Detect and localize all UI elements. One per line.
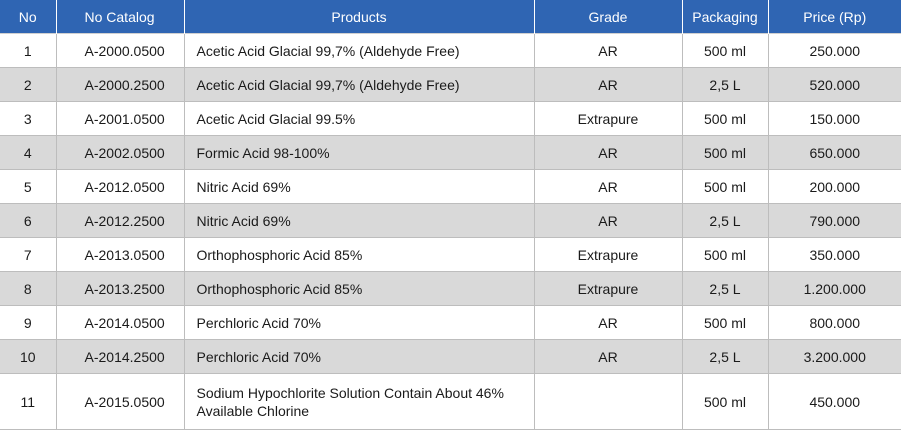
cell-price: 790.000	[768, 204, 901, 238]
table-row	[0, 204, 901, 238]
cell-no: 1	[0, 34, 56, 68]
table-row	[0, 34, 901, 68]
cell-grade: AR	[534, 136, 682, 170]
cell-grade: AR	[534, 68, 682, 102]
cell-price: 450.000	[768, 374, 901, 430]
table-row	[0, 170, 901, 204]
cell-price: 200.000	[768, 170, 901, 204]
cell-price: 350.000	[768, 238, 901, 272]
cell-catalog: A-2014.2500	[56, 340, 184, 374]
cell-grade: AR	[534, 34, 682, 68]
header-price: Price (Rp)	[768, 0, 901, 34]
cell-no: 5	[0, 170, 56, 204]
table-row	[0, 102, 901, 136]
cell-packaging: 500 ml	[682, 102, 768, 136]
cell-no: 11	[0, 374, 56, 430]
cell-packaging: 500 ml	[682, 238, 768, 272]
cell-price: 3.200.000	[768, 340, 901, 374]
cell-grade: AR	[534, 170, 682, 204]
cell-packaging: 500 ml	[682, 34, 768, 68]
cell-no: 2	[0, 68, 56, 102]
header-products: Products	[184, 0, 534, 34]
cell-catalog: A-2013.0500	[56, 238, 184, 272]
cell-catalog: A-2014.0500	[56, 306, 184, 340]
cell-product: Nitric Acid 69%	[184, 204, 534, 238]
cell-grade: Extrapure	[534, 272, 682, 306]
cell-product: Nitric Acid 69%	[184, 170, 534, 204]
header-row	[0, 0, 901, 34]
header-no: No	[0, 0, 56, 34]
cell-packaging: 500 ml	[682, 136, 768, 170]
cell-no: 6	[0, 204, 56, 238]
cell-catalog: A-2000.0500	[56, 34, 184, 68]
cell-product: Formic Acid 98-100%	[184, 136, 534, 170]
cell-product: Perchloric Acid 70%	[184, 306, 534, 340]
cell-no: 9	[0, 306, 56, 340]
cell-product: Acetic Acid Glacial 99,7% (Aldehyde Free)	[184, 34, 534, 68]
cell-grade: AR	[534, 204, 682, 238]
header-packaging: Packaging	[682, 0, 768, 34]
table-row	[0, 238, 901, 272]
table-row	[0, 306, 901, 340]
cell-price: 250.000	[768, 34, 901, 68]
cell-catalog: A-2015.0500	[56, 374, 184, 430]
cell-product: Orthophosphoric Acid 85%	[184, 272, 534, 306]
header-grade: Grade	[534, 0, 682, 34]
cell-packaging: 2,5 L	[682, 272, 768, 306]
cell-catalog: A-2002.0500	[56, 136, 184, 170]
cell-grade: Extrapure	[534, 102, 682, 136]
cell-no: 3	[0, 102, 56, 136]
cell-no: 4	[0, 136, 56, 170]
cell-packaging: 500 ml	[682, 306, 768, 340]
cell-catalog: A-2001.0500	[56, 102, 184, 136]
cell-catalog: A-2012.2500	[56, 204, 184, 238]
cell-price: 1.200.000	[768, 272, 901, 306]
cell-no: 10	[0, 340, 56, 374]
cell-product: Acetic Acid Glacial 99,7% (Aldehyde Free)	[184, 68, 534, 102]
cell-price: 800.000	[768, 306, 901, 340]
cell-grade: AR	[534, 306, 682, 340]
cell-grade: Extrapure	[534, 238, 682, 272]
cell-no: 7	[0, 238, 56, 272]
cell-catalog: A-2013.2500	[56, 272, 184, 306]
table-row	[0, 374, 901, 430]
cell-product: Sodium Hypochlorite Solution Contain About 46% Available Chlorine	[184, 374, 534, 430]
cell-product: Perchloric Acid 70%	[184, 340, 534, 374]
table-row	[0, 68, 901, 102]
cell-packaging: 500 ml	[682, 170, 768, 204]
table-row	[0, 136, 901, 170]
header-catalog: No Catalog	[56, 0, 184, 34]
cell-price: 520.000	[768, 68, 901, 102]
cell-packaging: 2,5 L	[682, 204, 768, 238]
table-row	[0, 272, 901, 306]
cell-grade: AR	[534, 340, 682, 374]
cell-packaging: 500 ml	[682, 374, 768, 430]
cell-catalog: A-2012.0500	[56, 170, 184, 204]
cell-packaging: 2,5 L	[682, 68, 768, 102]
table-body	[0, 34, 901, 430]
cell-price: 150.000	[768, 102, 901, 136]
cell-product: Orthophosphoric Acid 85%	[184, 238, 534, 272]
cell-grade	[534, 374, 682, 430]
cell-catalog: A-2000.2500	[56, 68, 184, 102]
cell-product: Acetic Acid Glacial 99.5%	[184, 102, 534, 136]
table-row	[0, 340, 901, 374]
cell-price: 650.000	[768, 136, 901, 170]
table-header	[0, 0, 901, 34]
cell-no: 8	[0, 272, 56, 306]
cell-packaging: 2,5 L	[682, 340, 768, 374]
